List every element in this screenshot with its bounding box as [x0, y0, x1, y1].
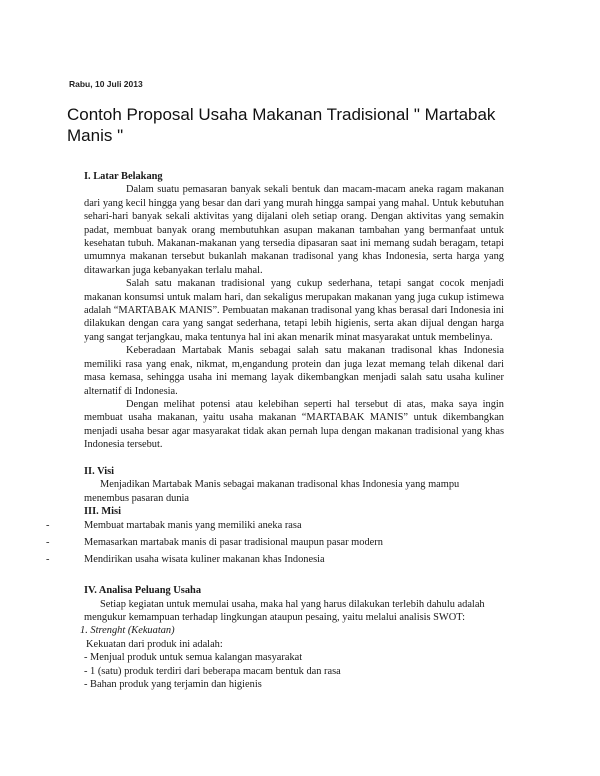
misi-list [46, 519, 504, 567]
strength-point: - Menjual produk untuk semua kalangan masyarakat [84, 652, 303, 664]
list-item-text: Mendirikan usaha wisata kuliner makanan khas Indonesia [84, 554, 325, 566]
list-item [46, 519, 504, 532]
spacer [84, 571, 504, 584]
section-heading-misi: III. Misi [84, 506, 121, 518]
document-title: Contoh Proposal Usaha Makanan Tradisional " Martabak Manis " [67, 105, 496, 145]
list-item [46, 536, 504, 549]
list-item [46, 553, 504, 566]
list-bullet: - [46, 519, 50, 531]
strength-point: - Bahan produk yang terjamin dan higienis [84, 679, 262, 690]
paragraph: Salah satu makanan tradisional yang cukup sederhana, tetapi sangat cocok menjadi makanan konsumsi untuk malam hari, dan sekaligus merupakan makanan yang juga cukup istimewa adalah “MARTABAK MANIS”. Pembuatan makanan tradisonal yang khas berasal dari Indonesia ini dilakukan dengan cara yang sangat sederhana, tetapi lebih higienis, serta akan dijual dengan harga yang sangat terjangkau, maka tentunya hal ini akan menarik minat masyarakat untuk membelinya. [84, 278, 504, 343]
visi-text: Menjadikan Martabak Manis sebagai makanan tradisonal khas Indonesia yang mampu menembus pasaran dunia [84, 479, 460, 504]
spacer [84, 452, 504, 465]
strength-point: - 1 (satu) produk terdiri dari beberapa macam bentuk dan rasa [84, 665, 341, 677]
list-bullet: - [46, 554, 50, 566]
post-date: Rabu, 10 Juli 2013 [69, 79, 143, 89]
section-heading-latar-belakang: I. Latar Belakang [84, 171, 163, 182]
section-heading-analisa: IV. Analisa Peluang Usaha [84, 585, 202, 597]
section-heading-visi: II. Visi [84, 465, 115, 477]
list-item-text: Membuat martabak manis yang memiliki aneka rasa [84, 519, 302, 531]
analisa-intro: Setiap kegiatan untuk memulai usaha, maka hal yang harus dilakukan terlebih dahulu adalah mengukur kemampuan terhadap lingkungan ataupun pesaing, yaitu melalui analisis SWOT: [84, 598, 485, 623]
document-body [46, 170, 504, 691]
paragraph: Keberadaan Martabak Manis sebagai salah satu makanan tradisonal khas Indonesia memiliki rasa yang enak, nikmat, m,engandung protein dan juga lezat memang telah dikenal dari masa kemasa, sehingga usaha ini memang layak dikembangkan menjadi salah satu usaha kuliner alternatif di Indonesia. [84, 345, 504, 397]
paragraph: Dengan melihat potensi atau kelebihan seperti hal tersebut di atas, maka saya ingin membuat usaha makanan, yaitu usaha makanan “MARTABAK MANIS” untuk dikembangkan menjadi usaha besar agar masyarakat tidak akan pernah lupa dengan makanan tradisional yang khas Indonesia tersebut. [84, 398, 504, 451]
list-bullet: - [46, 536, 50, 548]
strength-lead: Kekuatan dari produk ini adalah: [86, 638, 223, 650]
list-item-text: Memasarkan martabak manis di pasar tradisional maupun pasar modern [84, 536, 383, 548]
paragraph: Dalam suatu pemasaran banyak sekali bentuk dan macam-macam aneka ragam makanan dari yang kecil hingga yang besar dan dari yang murah hingga sampai yang mahal. Untuk kebutuhan sehari-hari banyak sekali aktivitas yang dijalani oleh setiap orang. Dengan aktivitas yang semakin padat, membuat banyak orang membutuhkan asupan makanan tambahan yang bermanfaat untuk kesehatan tubuh. Makanan-makanan yang tersedia dipasaran saat ini memang sudah beragam, tetapi umumnya makanan tersebut bukanlah makanan tradisonal yang khas Indonesia, serta harga yang ditawarkan juga kebanyakan terlalu mahal. [84, 184, 504, 276]
swot-subheading: 1. Strenght (Kekuatan) [80, 625, 175, 637]
